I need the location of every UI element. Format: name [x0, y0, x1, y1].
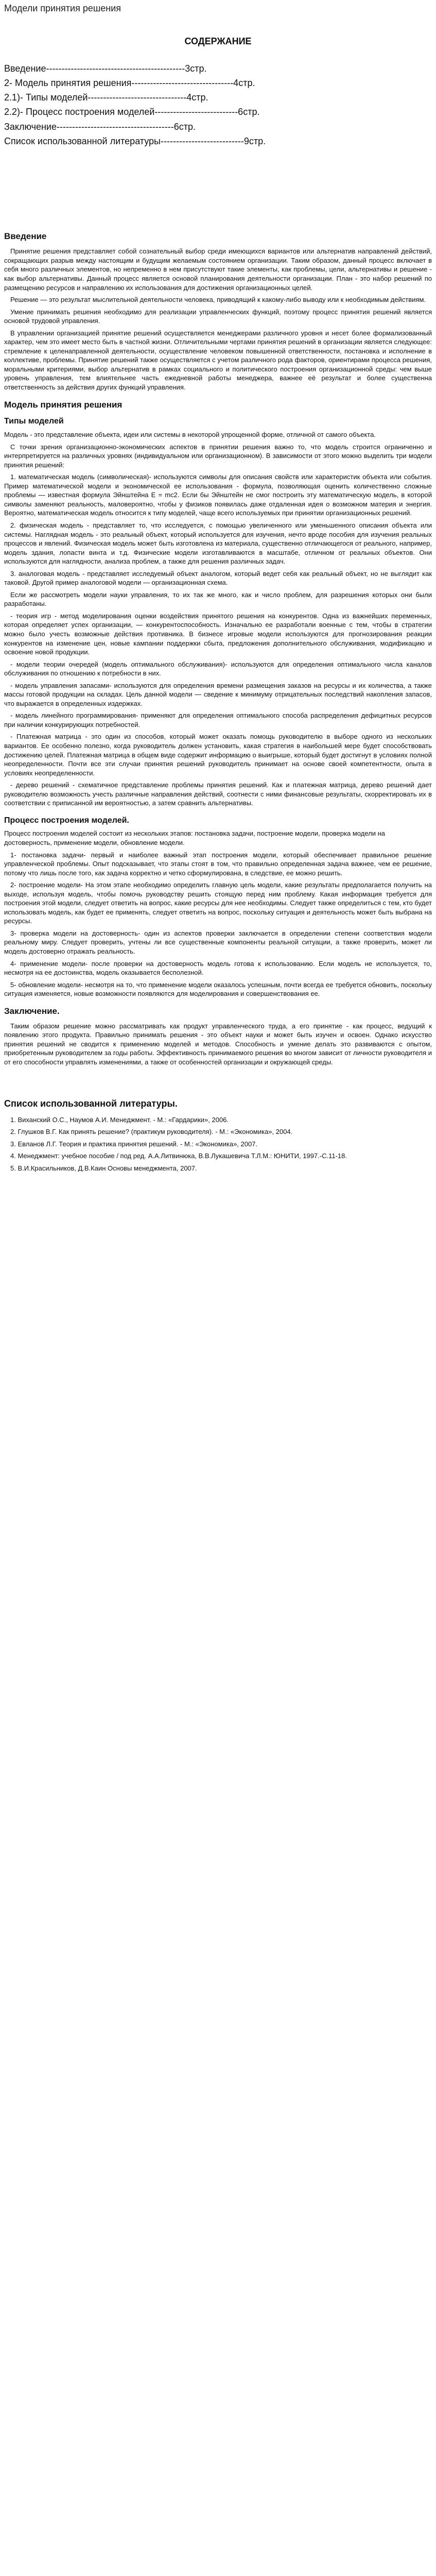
intro-paragraph: Решение — это результат мыслительной деятельности человека, приводящий к какому-либо выводу или к необходимым действиям.: [10, 296, 426, 304]
process-paragraph: 3- проверка модели на достоверность- один из аспектов проверки заключается в определении степени соответствия модели реальному миру. Следует проверить, учтены ли все существенные компоненты реальной ситуации, а также проверить, может ли модель достоверно отражать реальность.: [4, 929, 432, 955]
process-paragraph: 4- применение модели- после проверки на достоверность модель готова к использованию. Если модель не используется, то, несмотря на ее достоинства, модель оказывается бесполезной.: [4, 959, 432, 977]
toc-item: 2.2)- Процесс построения моделей---------------------------6стр.: [4, 107, 260, 117]
process-paragraph: 1- постановка задачи- первый и наиболее важный этап построения модели, который обеспечивает правильное решение управленческой проблемы. Опыт подсказывает, что этапы стоят в том, что правильно определенная задача важнее, чем ее решение, потому что лишь после того, как задача корректно и четко сформулирована, в следствие, ее можно решить.: [4, 851, 432, 877]
toc-heading: СОДЕРЖАНИЕ: [184, 36, 252, 47]
model-heading: Модель принятия решения: [4, 399, 123, 410]
conclusion-heading: Заключение.: [4, 1006, 60, 1016]
intro-section: [4, 231, 432, 392]
references-section: [4, 1097, 432, 1173]
model-paragraph: - модель управления запасами- используются для определения времени размещения заказов на ресурсы и их количества, а также массы готовой продукции на складах. Цель данной модели — сведение к минимуму отрицательных последствий накопления запасов, что выражается в определенных издержках.: [4, 681, 432, 707]
reference-item: 3. Евланов Л.Г. Теория и практика принятия решений. - М.: «Экономика», 2007.: [10, 1140, 258, 1148]
toc-item: 2.1)- Типы моделей--------------------------------4стр.: [4, 92, 208, 103]
intro-heading: Введение: [4, 231, 47, 242]
model-paragraph: - модели теории очередей (модель оптимального обслуживания)- используются для определения оптимального числа каналов обслуживания по отношению к потребности в них.: [4, 660, 432, 677]
conclusion-paragraph: Таким образом решение можно рассматривать как продукт управленческого труда, а его принятие - как процесс, ведущий к появлению этого продукта. Правильно принимать решения - это объект науки и может быть изучен и освоен. Однако искусство принятия решений не сводится к применению моделей и методов. Способность и умение делать это развиваются с опытом, приобретенным руководителем за годы работы. Эффективность принимаемого решения во многом зависит от личности руководителя и от его способности управлять изменениями, а также от особенностей организации и окружающей среды.: [4, 1022, 432, 1066]
toc-item: Список использованной литературы---------------------------9стр.: [4, 136, 266, 147]
toc-item: Введение---------------------------------------------3стр.: [4, 63, 207, 74]
reference-item: 1. Виханский О.С., Наумов А.И. Менеджмент. - М.: «Гардарики», 2006.: [10, 1115, 229, 1124]
process-paragraph: 2- построение модели- На этом этапе необходимо определить главную цель модели, какие результаты предполагается получить на выходе, используя модель, чтобы помочь руководству решить стоящую перед ним проблему. Какая информация требуется для построения этой модели, следует ответить на вопрос, какие ресурсы для нее необходимы. Следует также определиться с тем, кто будет использовать модель, как будет ее применять, следует ответить на вопрос, поскольку ситуация и деятельность может быть выбрана на ресурсы.: [4, 881, 432, 925]
process-heading: Процесс построения моделей.: [4, 816, 129, 825]
model-paragraph: 1. математическая модель (символическая)- используются символы для описания свойств или характеристик объекта или события. Пример математической модели и экономической ее использования - формула, позволяющая оценить количественно сложные проблемы — известная формула Эйнштейна E = mc2. Если бы Эйнштейн не смог построить эту математическую модель, в которой символы заменяют реальность, маловероятно, чтобы у физиков появилась даже отдаленная идея о возможном материя и энергия. Вероятно, математическая модель относится к типу моделей, чаще всего используемых при принятии организационных решений.: [4, 473, 432, 517]
toc-item: Заключение--------------------------------------6стр.: [4, 121, 196, 132]
model-paragraph: - Платежная матрица - это один из способов, который может оказать помощь руководителю в выборе одного из нескольких вариантов. Ее особенно полезно, когда руководитель должен установить, какая стратегия в наибольшей мере будет способствовать достижению целей. Платежная матрица в общем виде содержит информацию о выигрыше, который будет достигнут в условиях полной неопределенности. Почти все эти случаи принятия решений руководитель принимает на основе своей компетентности, опыта в условиях неопределенности.: [4, 733, 432, 777]
reference-item: 2. Глушков В.Г. Как принять решение? (практикум руководителя). - М.: «Экономика», 2004.: [10, 1128, 293, 1136]
document-page: [0, 2, 436, 2576]
model-paragraph: С точки зрения организационно-экономических аспектов в принятии решения важно то, что модель строится ограниченно и интерпретируется на различных уровнях (индивидуальном или организационном). В зависимости от этого можно выделить три модели принятия решений:: [4, 443, 432, 469]
intro-paragraph: Умение принимать решения необходимо для реализации управленческих функций, поэтому процесс принятия решений является основой трудовой управления.: [4, 308, 432, 325]
intro-paragraph: Принятие решения представляет собой сознательный выбор среди имеющихся вариантов или альтернатив направлений действий, сокращающих разрыв между настоящим и будущим желаемым состоянием организации. Таким образом, данный процесс включает в себя много различных элементов, но непременно в нем присутствуют такие элементы, как проблемы, цели, альтернативы и решение - как выбор альтернативы. Данный процесс является основой планирования деятельности организации. План - это набор решений по размещению ресурсов и направлению их использования для достижения организационных целей.: [4, 247, 432, 292]
references-heading: Список использованной литературы.: [4, 1098, 178, 1109]
intro-paragraph: В управлении организацией принятие решений осуществляется менеджерами различного уровня и несет более формализованный характер, чем это имеет место быть в частной жизни. Отличительными чертами принятия решений в организации является следующее: стремление к целенаправленной деятельности, осуществление человеком повышенной ответственности, постановка и исполнение в коллективе, проблемы. Принятие решений также осуществляется с учетом различного рода факторов, ориентирами процесса решения, моральными критериями, выбор альтернатив в рамках социального и политического построения организационной среды: чем выше уровень управления, тем влиятельнее часть ежедневной работы менеджера, важнее её результат и более существенна ответственность за действия других функций управления.: [4, 329, 432, 391]
process-paragraph: Процесс построения моделей состоит из нескольких этапов: постановка задачи, построение модели, проверка модели на достоверность, применение модели, обновление модели.: [4, 829, 385, 846]
model-paragraph: - модель линейного программирования- применяют для определения оптимального способа распределения дефицитных ресурсов при наличии конкурирующих потребностей.: [4, 711, 432, 728]
reference-item: 4. Менеджмент: учебное пособие / под ред. А.А.Литвинюка, В.В.Лукашевича Т.Л.М.: ЮНИТИ, 1997.-С.11-18.: [10, 1152, 347, 1160]
types-heading: Типы моделей: [4, 417, 64, 426]
reference-item: 5. В.И.Красильников, Д.В.Каин Основы менеджмента, 2007.: [10, 1164, 197, 1172]
model-paragraph: - дерево решений - схематичное представление проблемы принятия решений. Как и платежная матрица, дерево решений дает руководителю возможность учесть различные направления действий, соотнести с ними финансовые результаты, скорректировать их в соответствии с приписанной им вероятностью, а затем сравнить альтернативы.: [4, 781, 432, 807]
conclusion-section: [4, 1006, 432, 1067]
table-of-contents: [4, 35, 432, 147]
toc-item: 2- Модель принятия решения---------------------------------4стр.: [4, 77, 255, 88]
page-title: Модели принятия решения: [4, 3, 121, 13]
model-paragraph: 2. физическая модель - представляет то, что исследуется, с помощью увеличенного или уменьшенного описания объекта или системы. Наглядная модель - это реальный объект, который используется для изучения, нечто вроде пособия для изучения реальных процессов и явлений. Физическая модель может быть изготовлена из материала, существенно отличающегося от реального, например, модель здания, лопасти винта и т.д. Физические модели изготавливаются в масштабе, отличном от реальных объектов. Они используются для наглядности, анализа проблем, а также для решения различных задач.: [4, 521, 432, 566]
references-list: [4, 1115, 432, 1173]
model-section: [4, 399, 432, 998]
model-paragraph: - теория игр - метод моделирования оценки воздействия принятого решения на конкурентов. Одна из важнейших переменных, которая определяет успех организации, — конкурентоспособность. Изначально ее разработали военные с тем, чтобы в стратегии можно было учесть возможные действия противника. В бизнесе игровые модели используются для прогнозирования реакции конкурентов на изменение цен, новые кампании поддержки сбыта, предложения дополнительного обслуживания, модификацию и освоение новой продукции.: [4, 612, 432, 656]
model-paragraph: Модель - это представление объекта, идеи или системы в некоторой упрощенной форме, отличной от самого объекта.: [4, 431, 376, 439]
model-paragraph: 3. аналоговая модель - представляет исследуемый объект аналогом, который ведет себя как реальный объект, но не выглядит как таковой. Другой пример аналоговой модели — организационная схема.: [4, 569, 432, 587]
model-paragraph: Если же рассмотреть модели науки управления, то их так же много, как и число проблем, для разрешения которых они были разработаны.: [4, 590, 432, 608]
process-paragraph: 5- обновление модели- несмотря на то, что применение модели оказалось успешным, почти всегда ее требуется обновить, поскольку ситуация изменяется, новые возможности появляются для моделирования и совершенствования ее.: [4, 980, 432, 998]
